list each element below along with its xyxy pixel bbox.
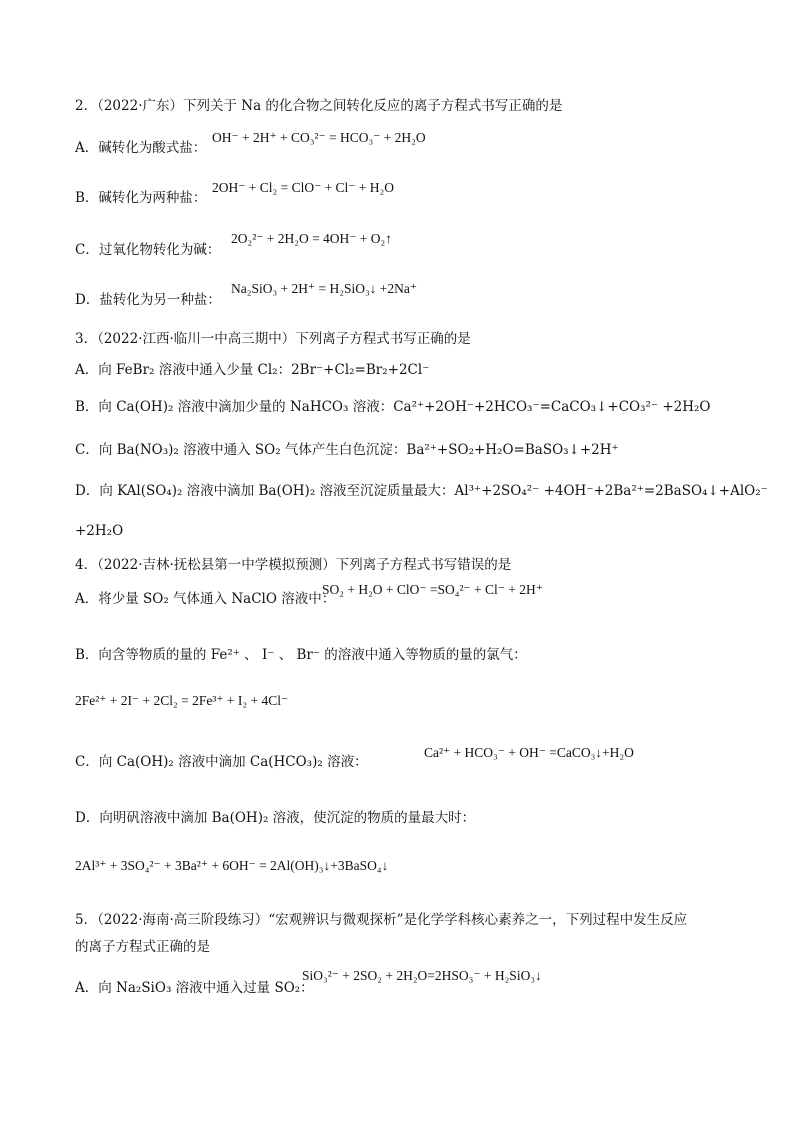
q4-option-c-label: C．向 Ca(OH)₂ 溶液中滴加 Ca(HCO₃)₂ 溶液： bbox=[75, 754, 368, 770]
q3-option-d: D．向 KAl(SO₄)₂ 溶液中滴加 Ba(OH)₂ 溶液至沉淀质量最大：Al³⁺+2SO₄²⁻ +4OH⁻+2Ba²⁺=2BaSO₄↓+AlO₂⁻ bbox=[75, 483, 768, 499]
q3-option-a: A．向 FeBr₂ 溶液中通入少量 Cl₂：2Br⁻+Cl₂=Br₂+2Cl⁻ bbox=[75, 362, 430, 378]
q2-option-d-label: D．盐转化为另一种盐： bbox=[75, 292, 221, 308]
question-2-stem: 2．（2022·广东）下列关于 Na 的化合物之间转化反应的离子方程式书写正确的是 bbox=[75, 98, 563, 114]
q3-option-d-continuation: +2H₂O bbox=[75, 523, 124, 539]
q2-option-c-label: C．过氧化物转化为碱： bbox=[75, 242, 221, 258]
q2-option-a-equation: OH⁻ + 2H⁺ + CO₃²⁻ = HCO₃⁻ + 2H₂O bbox=[212, 130, 426, 145]
q4-option-a-label: A．将少量 SO₂ 气体通入 NaClO 溶液中： bbox=[75, 591, 336, 607]
q3-option-c: C．向 Ba(NO₃)₂ 溶液中通入 SO₂ 气体产生白色沉淀：Ba²⁺+SO₂+H₂O=BaSO₃↓+2H⁺ bbox=[75, 442, 619, 458]
question-4-stem: 4．（2022·吉林·抚松县第一中学模拟预测）下列离子方程式书写错误的是 bbox=[75, 557, 512, 573]
question-5-stem-continuation: 的离子方程式正确的是 bbox=[75, 939, 210, 955]
q2-option-b-equation: 2OH⁻ + Cl₂ = ClO⁻ + Cl⁻ + H₂O bbox=[212, 180, 395, 195]
q2-option-d-equation: Na₂SiO₃ + 2H⁺ = H₂SiO₃↓ +2Na⁺ bbox=[231, 281, 418, 296]
q4-option-b-label: B．向含等物质的量的 Fe²⁺ 、 I⁻ 、 Br⁻ 的溶液中通入等物质的量的氯气： bbox=[75, 647, 527, 663]
q3-option-b: B．向 Ca(OH)₂ 溶液中滴加少量的 NaHCO₃ 溶液：Ca²⁺+2OH⁻+2HCO₃⁻=CaCO₃↓+CO₃²⁻ +2H₂O bbox=[75, 399, 711, 415]
q4-option-c-equation: Ca²⁺ + HCO₃⁻ + OH⁻ =CaCO₃↓+H₂O bbox=[424, 745, 634, 760]
q2-option-a-label: A．碱转化为酸式盐： bbox=[75, 140, 207, 156]
q2-option-b-label: B．碱转化为两种盐： bbox=[75, 190, 207, 206]
q4-option-b-equation: 2Fe²⁺ + 2I⁻ + 2Cl₂ = 2Fe³⁺ + I₂ + 4Cl⁻ bbox=[75, 693, 289, 708]
q4-option-d-equation: 2Al³⁺ + 3SO₄²⁻ + 3Ba²⁺ + 6OH⁻ = 2Al(OH)₃↓+3BaSO₄↓ bbox=[75, 858, 389, 873]
question-5-stem: 5．（2022·海南·高三阶段练习）“宏观辨识与微观探析”是化学学科核心素养之一，下列过程中发生反应 bbox=[75, 912, 688, 928]
q2-option-c-equation: 2O₂²⁻ + 2H₂O = 4OH⁻ + O₂↑ bbox=[231, 231, 393, 246]
q4-option-a-equation: SO₂ + H₂O + ClO⁻ =SO₄²⁻ + Cl⁻ + 2H⁺ bbox=[322, 582, 543, 597]
q4-option-d-label: D．向明矾溶液中滴加 Ba(OH)₂ 溶液，使沉淀的物质的量最大时： bbox=[75, 810, 476, 826]
question-3-stem: 3．（2022·江西·临川一中高三期中）下列离子方程式书写正确的是 bbox=[75, 331, 471, 347]
q5-option-a-equation: SiO₃²⁻ + 2SO₂ + 2H₂O=2HSO₃⁻ + H₂SiO₃↓ bbox=[302, 968, 542, 983]
q5-option-a-label: A．向 Na₂SiO₃ 溶液中通入过量 SO₂： bbox=[75, 980, 314, 996]
